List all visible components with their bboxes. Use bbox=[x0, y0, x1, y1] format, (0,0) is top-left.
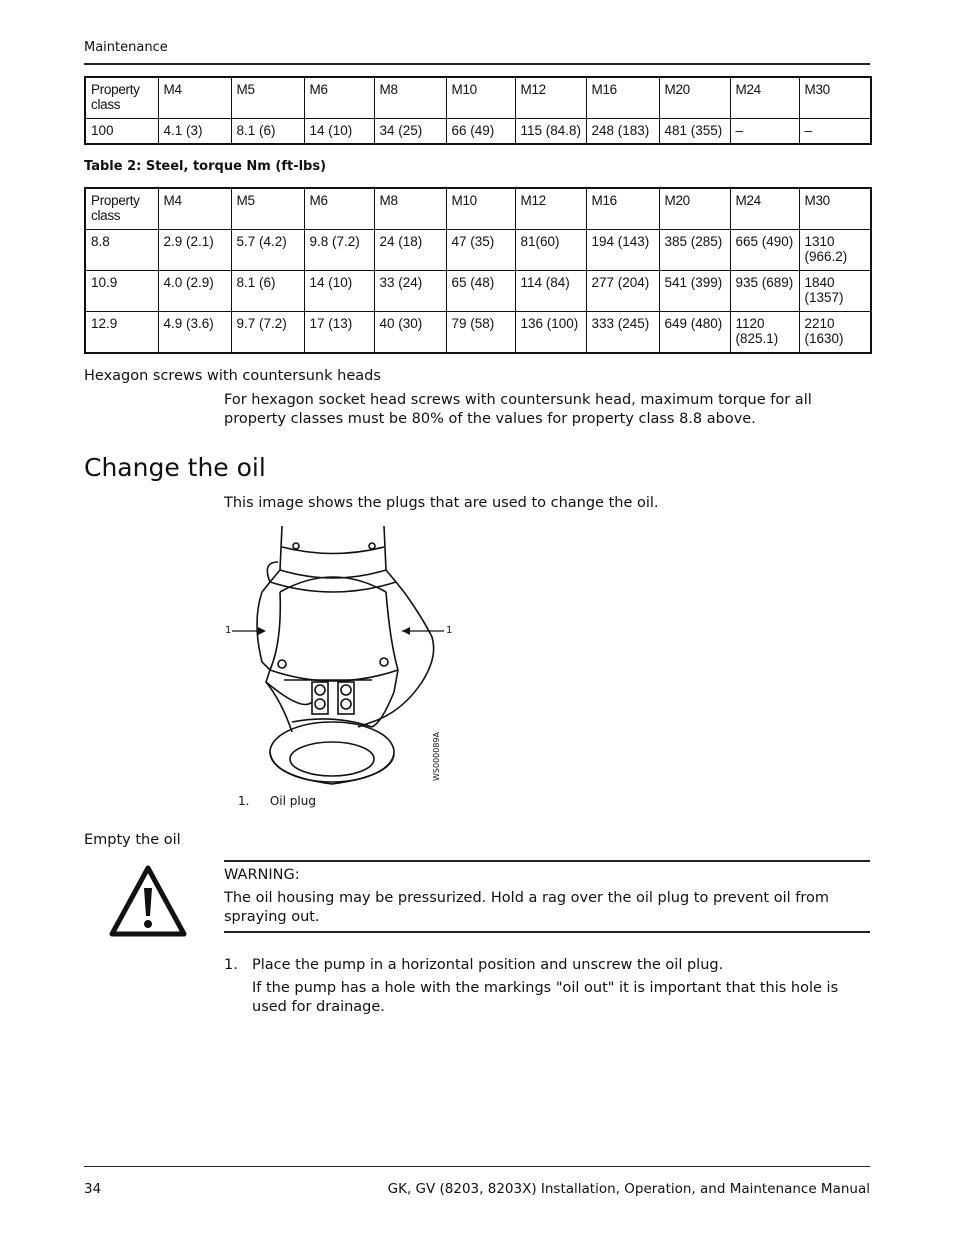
step-note: If the pump has a hole with the markings "oil out" it is important that this hole is used for drainage. bbox=[252, 980, 839, 1015]
header-cell: M16 bbox=[586, 188, 659, 230]
table-cell: 100 bbox=[85, 119, 158, 145]
table-cell: 115 (84.8) bbox=[515, 119, 586, 145]
header-cell: M8 bbox=[374, 77, 446, 119]
table-header-row bbox=[85, 77, 871, 119]
figure-legend bbox=[238, 794, 316, 808]
table-cell: 17 (13) bbox=[304, 312, 374, 354]
table-row bbox=[85, 230, 871, 271]
warning-top-rule bbox=[224, 860, 870, 862]
figure-intro: This image shows the plugs that are used to change the oil. bbox=[224, 495, 659, 511]
step-number: 1. bbox=[224, 957, 238, 973]
footer-rule bbox=[84, 1166, 870, 1167]
header-cell: M12 bbox=[515, 77, 586, 119]
page-number: 34 bbox=[84, 1181, 102, 1197]
header-cell: M5 bbox=[231, 77, 304, 119]
header-cell: M5 bbox=[231, 188, 304, 230]
running-header: Maintenance bbox=[84, 40, 168, 55]
table-cell: 4.9 (3.6) bbox=[158, 312, 231, 354]
section-title: Change the oil bbox=[84, 453, 266, 482]
callout-right: 1 bbox=[446, 625, 453, 636]
table-cell: 277 (204) bbox=[586, 271, 659, 312]
table-cell: 14 (10) bbox=[304, 119, 374, 145]
header-cell: M12 bbox=[515, 188, 586, 230]
table-cell: 1840 (1357) bbox=[799, 271, 871, 312]
table-cell: 12.9 bbox=[85, 312, 158, 354]
table-cell: 10.9 bbox=[85, 271, 158, 312]
table-cell: 8.1 (6) bbox=[231, 271, 304, 312]
header-cell: M8 bbox=[374, 188, 446, 230]
legend-number: 1. bbox=[238, 794, 250, 808]
step-text: Place the pump in a horizontal position and unscrew the oil plug. bbox=[252, 957, 724, 973]
table-cell: 385 (285) bbox=[659, 230, 730, 271]
table-cell: 33 (24) bbox=[374, 271, 446, 312]
table-cell: 481 (355) bbox=[659, 119, 730, 145]
table-cell: 2.9 (2.1) bbox=[158, 230, 231, 271]
table-cell: 194 (143) bbox=[586, 230, 659, 271]
legend-text: Oil plug bbox=[269, 794, 316, 808]
table-cell: 4.1 (3) bbox=[158, 119, 231, 145]
table-cell: 47 (35) bbox=[446, 230, 515, 271]
table-cell: 1120 (825.1) bbox=[730, 312, 799, 354]
callout-left: 1 bbox=[225, 625, 232, 636]
table-cell: 136 (100) bbox=[515, 312, 586, 354]
header-cell: Property class bbox=[85, 77, 158, 119]
warning-bottom-rule bbox=[224, 931, 870, 933]
header-cell: Property class bbox=[85, 188, 158, 230]
table-cell: 24 (18) bbox=[374, 230, 446, 271]
header-cell: M4 bbox=[158, 77, 231, 119]
table-cell: 935 (689) bbox=[730, 271, 799, 312]
header-cell: M24 bbox=[730, 77, 799, 119]
header-cell: M24 bbox=[730, 188, 799, 230]
table-cell: 333 (245) bbox=[586, 312, 659, 354]
table-row bbox=[85, 119, 871, 145]
countersunk-text: For hexagon socket head screws with countersunk head, maximum torque for all property classes must be 80% of the values for property class 8.8 above. bbox=[224, 392, 812, 427]
table-cell: 5.7 (4.2) bbox=[231, 230, 304, 271]
table-cell: 8.1 (6) bbox=[231, 119, 304, 145]
table-cell: – bbox=[730, 119, 799, 145]
table-caption: Table 2: Steel, torque Nm (ft-lbs) bbox=[84, 159, 327, 174]
header-cell: M20 bbox=[659, 77, 730, 119]
header-cell: M30 bbox=[799, 77, 871, 119]
header-cell: M6 bbox=[304, 77, 374, 119]
table-cell: 81(60) bbox=[515, 230, 586, 271]
table-cell: 2210 (1630) bbox=[799, 312, 871, 354]
header-cell: M16 bbox=[586, 77, 659, 119]
table-cell: 9.8 (7.2) bbox=[304, 230, 374, 271]
header-cell: M10 bbox=[446, 77, 515, 119]
table-row bbox=[85, 312, 871, 354]
table-cell: 248 (183) bbox=[586, 119, 659, 145]
table-cell: 79 (58) bbox=[446, 312, 515, 354]
table-row bbox=[85, 271, 871, 312]
table-cell: 66 (49) bbox=[446, 119, 515, 145]
pump-oil-plug-figure bbox=[222, 522, 462, 792]
countersunk-heading: Hexagon screws with countersunk heads bbox=[84, 368, 381, 384]
table-cell: 4.0 (2.9) bbox=[158, 271, 231, 312]
table-cell: 665 (490) bbox=[730, 230, 799, 271]
header-cell: M10 bbox=[446, 188, 515, 230]
header-rule bbox=[84, 63, 870, 65]
table-cell: 65 (48) bbox=[446, 271, 515, 312]
warning-label: WARNING: bbox=[224, 867, 300, 883]
table-cell: 1310 (966.2) bbox=[799, 230, 871, 271]
torque-table-1 bbox=[84, 76, 872, 145]
table-cell: 9.7 (7.2) bbox=[231, 312, 304, 354]
header-cell: M30 bbox=[799, 188, 871, 230]
table-cell: 114 (84) bbox=[515, 271, 586, 312]
table-header-row bbox=[85, 188, 871, 230]
header-cell: M20 bbox=[659, 188, 730, 230]
empty-oil-heading: Empty the oil bbox=[84, 832, 181, 848]
header-cell: M6 bbox=[304, 188, 374, 230]
figure-code: WS000089A bbox=[432, 732, 441, 781]
warning-triangle-icon bbox=[108, 864, 188, 938]
table-cell: 8.8 bbox=[85, 230, 158, 271]
manual-title: GK, GV (8203, 8203X) Installation, Operation, and Maintenance Manual bbox=[387, 1181, 870, 1197]
table-cell: 14 (10) bbox=[304, 271, 374, 312]
table-cell: 649 (480) bbox=[659, 312, 730, 354]
header-cell: M4 bbox=[158, 188, 231, 230]
torque-table-2 bbox=[84, 187, 872, 354]
table-cell: 34 (25) bbox=[374, 119, 446, 145]
table-cell: 40 (30) bbox=[374, 312, 446, 354]
warning-text: The oil housing may be pressurized. Hold a rag over the oil plug to prevent oil from spraying out. bbox=[224, 890, 829, 925]
table-cell: 541 (399) bbox=[659, 271, 730, 312]
table-cell: – bbox=[799, 119, 871, 145]
